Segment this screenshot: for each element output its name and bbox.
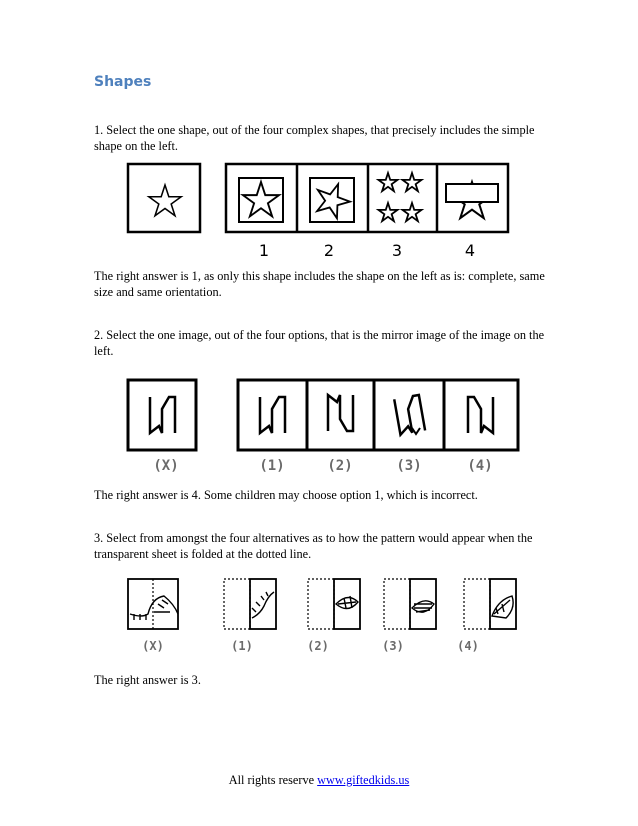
option-1-shape[interactable] xyxy=(239,178,283,222)
question-3-figure xyxy=(118,574,528,654)
fold-question-label: (X) xyxy=(142,639,164,653)
fold-option-2[interactable] xyxy=(308,579,360,629)
fold-option-2-label: (2) xyxy=(307,639,329,653)
fold-option-3-label: (3) xyxy=(382,639,404,653)
option-4-label: 4 xyxy=(464,241,476,260)
fold-option-4-label: (4) xyxy=(457,639,479,653)
question-3-answer: The right answer is 3. xyxy=(94,673,201,687)
mirror-option-2-label: (2) xyxy=(327,458,353,474)
option-4-shape[interactable] xyxy=(446,182,498,218)
fold-question-sheet xyxy=(128,579,178,629)
mirror-option-4-label: (4) xyxy=(467,458,493,474)
simple-star-icon xyxy=(149,185,181,216)
mirror-options-strip xyxy=(238,380,518,450)
option-1-label: 1 xyxy=(258,241,270,260)
section-heading: Shapes xyxy=(94,74,152,90)
question-2-figure xyxy=(124,376,524,476)
question-2-text: 2. Select the one image, out of the four options, that is the mirror image of the image on the left. xyxy=(94,328,545,358)
footer-text: All rights reserve xyxy=(228,773,318,787)
simple-shape-box xyxy=(128,164,200,232)
mirror-option-3-shape[interactable] xyxy=(394,395,425,435)
question-1-figure xyxy=(124,158,514,260)
fold-option-3[interactable] xyxy=(384,579,436,629)
mirror-question-label: (X) xyxy=(153,458,179,474)
fold-option-4[interactable] xyxy=(464,579,516,629)
page-footer xyxy=(0,773,638,788)
mirror-option-1-label: (1) xyxy=(259,458,285,474)
mirror-option-1-shape[interactable] xyxy=(260,397,285,433)
option-2-shape[interactable] xyxy=(310,178,354,222)
footer-link[interactable]: www.giftedkids.us xyxy=(317,773,410,787)
option-3-shape[interactable] xyxy=(378,173,421,221)
mirror-question-shape xyxy=(150,397,175,433)
question-2-answer: The right answer is 4. Some children may choose option 1, which is incorrect. xyxy=(94,488,478,502)
mirror-option-3-label: (3) xyxy=(396,458,422,474)
question-1-answer: The right answer is 1, as only this shape includes the shape on the left as is: complete, same size and same orientation. xyxy=(94,269,545,299)
question-1-text: 1. Select the one shape, out of the four complex shapes, that precisely includes the simple shape on the left. xyxy=(94,123,535,153)
option-3-label: 3 xyxy=(391,241,403,260)
fold-option-1[interactable] xyxy=(224,579,276,629)
option-2-label: 2 xyxy=(323,241,335,260)
fold-option-1-label: (1) xyxy=(231,639,253,653)
mirror-option-4-shape[interactable] xyxy=(468,397,493,433)
mirror-option-2-shape[interactable] xyxy=(328,395,353,431)
question-3-text: 3. Select from amongst the four alternatives as to how the pattern would appear when the transparent sheet is folded at the dotted line. xyxy=(94,531,533,561)
